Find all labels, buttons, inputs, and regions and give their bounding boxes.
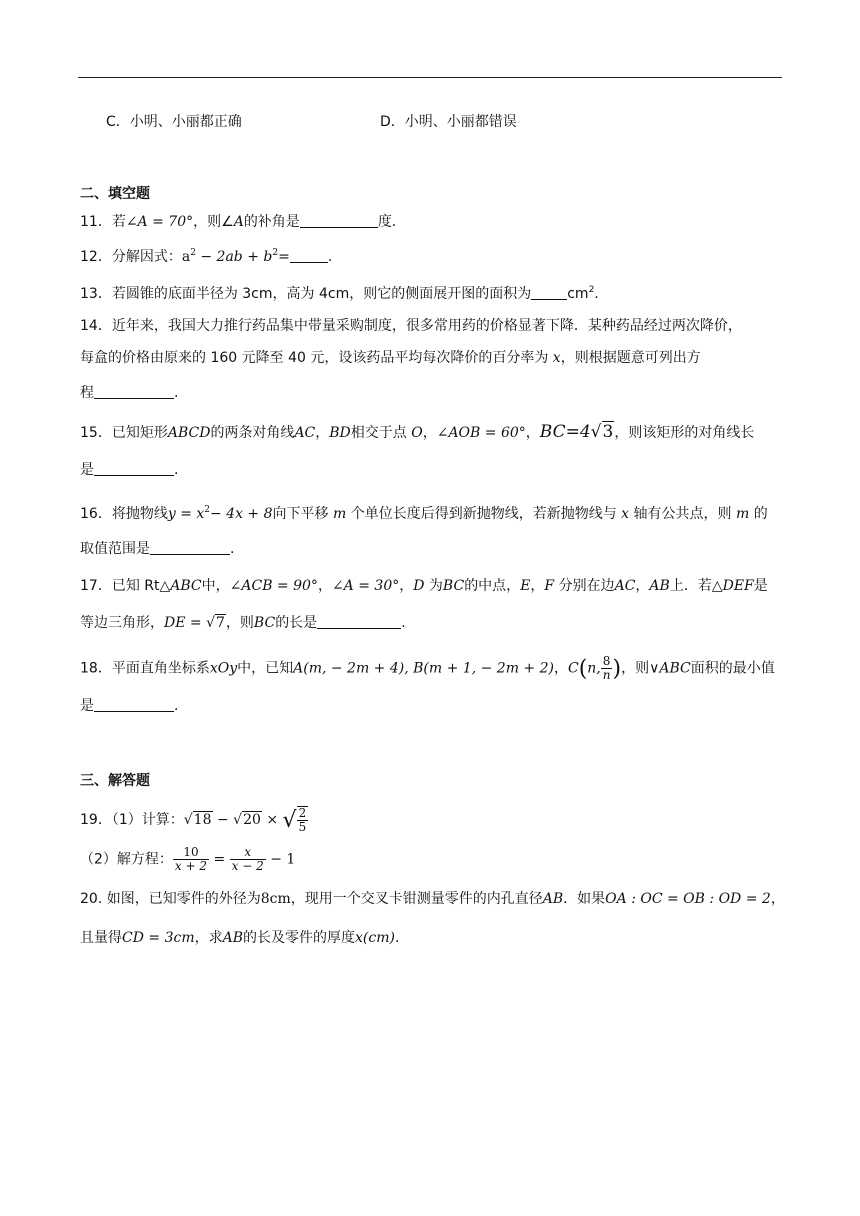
q20-text-4: 且量得 bbox=[80, 930, 122, 946]
q15-text-5: 是 bbox=[80, 462, 94, 478]
question-13 bbox=[80, 280, 599, 304]
q20-text: 如图，已知零件的外径为 bbox=[102, 891, 261, 907]
q20-comma: ， bbox=[770, 891, 785, 907]
q19-minus: − bbox=[212, 812, 234, 828]
q14-number: 14． bbox=[80, 318, 112, 334]
q20-ab-2: AB bbox=[222, 930, 243, 946]
q17-comma-2: ， bbox=[399, 578, 414, 594]
q18-c-n: n, bbox=[587, 660, 601, 677]
question-16-line-1: 16．将抛物线$y = x^2- 4x + 8$向下平移 m 个单位长度后得到新抛物线，若新抛物线与 x 轴有公共点，则 m 的 bbox=[80, 505, 768, 522]
question-19-part-2 bbox=[80, 846, 295, 873]
q18-points-ab: A(m, − 2m + 4), B(m + 1, − 2m + 2) bbox=[293, 660, 554, 677]
q13-answer-blank[interactable] bbox=[531, 285, 567, 300]
q15-text-2: 的两条对角线 bbox=[210, 425, 295, 441]
header-rule bbox=[78, 77, 782, 78]
q19-times: × bbox=[261, 812, 283, 828]
q20-cd: CD = 3cm bbox=[122, 930, 195, 946]
q15-bc: BC=4 bbox=[539, 422, 591, 442]
q16-text-5: 的 bbox=[749, 506, 768, 522]
q19-part2-label: （2）解方程： bbox=[80, 851, 173, 868]
q16-eq: y = x bbox=[167, 506, 205, 522]
option-c bbox=[106, 112, 242, 132]
question-14-line-2 bbox=[80, 348, 701, 368]
q15-abcd: ABCD bbox=[167, 425, 211, 441]
q13-unit: cm bbox=[567, 286, 589, 302]
q16-eq-2: − 4x + 8 bbox=[210, 506, 273, 522]
option-d-text: D．小明、小丽都错误 bbox=[380, 114, 517, 130]
q12-text: 分解因式： bbox=[111, 249, 182, 265]
q11-text-3: 的补角是 bbox=[243, 214, 300, 230]
q15-text: 已知矩形 bbox=[111, 425, 168, 441]
q19-number: 19． bbox=[80, 812, 112, 828]
question-18-line-2 bbox=[80, 696, 178, 716]
q15-comma: ， bbox=[315, 425, 330, 441]
q15-angle: ∠AOB = 60° bbox=[436, 425, 526, 441]
q17-answer-blank[interactable] bbox=[317, 614, 401, 629]
q18-c: C bbox=[567, 660, 579, 677]
q12-period: . bbox=[327, 249, 333, 265]
q17-f: F bbox=[544, 578, 555, 594]
q17-text-6: 上．若 bbox=[669, 578, 712, 594]
q15-comma-2: ， bbox=[422, 425, 437, 441]
q17-number: 17． bbox=[80, 578, 112, 594]
option-c-text: C．小明、小丽都正确 bbox=[106, 114, 242, 130]
q17-text-8: 等边三角形， bbox=[80, 615, 164, 631]
q20-period: . bbox=[394, 930, 400, 946]
question-11 bbox=[80, 212, 396, 232]
q18-xoy: xOy bbox=[209, 660, 238, 677]
q12-number: 12． bbox=[80, 249, 112, 265]
q16-text-3: 个单位长度后得到新抛物线，若新抛物线与 bbox=[346, 506, 622, 522]
q13-period: . bbox=[594, 286, 599, 302]
q11-expr: ∠A = 70° bbox=[125, 214, 194, 230]
q17-e: E bbox=[520, 578, 531, 594]
q17-ac: AC bbox=[614, 578, 636, 594]
q17-abc: ABC bbox=[170, 578, 202, 594]
q17-text-3: 为 bbox=[424, 578, 443, 594]
q18-frac-num: 8 bbox=[601, 655, 613, 669]
question-17-line-1 bbox=[80, 576, 768, 596]
q17-root: 7 bbox=[216, 615, 225, 631]
q19-part1-label: （1）计算： bbox=[111, 812, 184, 828]
q17-text-2: 中， bbox=[201, 578, 230, 594]
q19-root-2: 20 bbox=[243, 812, 261, 828]
q17-def: △DEF bbox=[711, 578, 754, 594]
q15-ac: AC bbox=[294, 425, 316, 441]
q11-answer-blank[interactable] bbox=[300, 213, 378, 228]
q17-comma: ， bbox=[317, 578, 332, 594]
question-12: 12．分解因式：$a^2 - 2ab + b^2=$ . bbox=[80, 248, 333, 265]
q12-equals: = bbox=[278, 249, 290, 265]
q15-number: 15． bbox=[80, 425, 112, 441]
q19-eq-frac2-den: x − 2 bbox=[231, 859, 264, 873]
q19-eq-frac1-den: x + 2 bbox=[174, 859, 208, 873]
question-20-line-2 bbox=[80, 928, 399, 948]
question-14-line-1 bbox=[80, 316, 742, 336]
q14-text-4: 程 bbox=[80, 385, 94, 401]
q16-x: x bbox=[621, 506, 630, 522]
q13-number: 13． bbox=[80, 286, 112, 302]
q12-expr: − 2ab + b bbox=[200, 249, 273, 265]
q14-period: . bbox=[174, 385, 179, 401]
q17-de: DE = bbox=[164, 615, 207, 631]
q15-text-3: 相交于点 bbox=[350, 425, 412, 441]
question-15-line-2 bbox=[80, 460, 178, 480]
question-20-line-1 bbox=[80, 889, 785, 909]
q11-text-2: ，则∠ bbox=[193, 214, 234, 230]
q14-text-2: 每盒的价格由原来的 160 元降至 40 元，设该药品平均每次降价的百分率为 bbox=[80, 350, 553, 366]
q15-bd: BD bbox=[329, 425, 351, 441]
q20-text-2: ，现用一个交叉卡钳测量零件的内孔直径 bbox=[290, 891, 543, 907]
q19-eq-frac1-num: 10 bbox=[173, 846, 209, 860]
q16-m: m bbox=[332, 506, 347, 522]
q18-text-2: 中，已知 bbox=[237, 660, 294, 677]
q17-text-4: 的中点， bbox=[464, 578, 521, 594]
q16-text-4: 轴有公共点，则 bbox=[629, 506, 736, 522]
q11-text-4: 度. bbox=[377, 214, 397, 230]
q14-text-3: ，则根据题意可列出方 bbox=[560, 350, 701, 366]
q17-comma-3: ， bbox=[530, 578, 545, 594]
q18-text-5: 是 bbox=[80, 698, 94, 714]
q18-text-3: ，则∨ bbox=[621, 660, 660, 677]
section-title-fill-blank: 二、填空题 bbox=[80, 186, 150, 202]
q19-equals: = bbox=[209, 851, 230, 868]
q18-abc: ABC bbox=[659, 660, 691, 677]
q12-expr-a: a bbox=[181, 249, 191, 265]
q19-frac-den: 5 bbox=[298, 820, 307, 834]
q11-var-a: A bbox=[233, 214, 244, 230]
q16-text-2: 向下平移 bbox=[272, 506, 333, 522]
section-title-solve: 三、解答题 bbox=[80, 773, 150, 789]
q19-root-1: 18 bbox=[193, 812, 212, 828]
question-18-line-1: 18．平面直角坐标系xOy中，已知A(m, − 2m + 4), B(m + 1, − 2m + 2)，C(n, $\frac{8}{n}$ )，则∨ABC面积的最小值 bbox=[80, 654, 775, 682]
q17-period: . bbox=[401, 615, 406, 631]
q20-outer-diameter: 8cm bbox=[260, 891, 291, 907]
q11-number: 11． bbox=[80, 214, 112, 230]
q19-frac-num: 2 bbox=[298, 806, 307, 820]
q19-eq-frac2-num: x bbox=[230, 846, 266, 860]
q19-minus-one: − 1 bbox=[265, 851, 296, 868]
q16-text: 将抛物线 bbox=[111, 506, 168, 522]
q18-frac-den: n bbox=[602, 668, 611, 682]
q15-period: . bbox=[174, 462, 179, 478]
q18-text-4: 面积的最小值 bbox=[690, 660, 775, 677]
q11-text: 若 bbox=[111, 214, 126, 230]
q20-text-6: 的长及零件的厚度 bbox=[243, 930, 355, 946]
q14-answer-blank[interactable] bbox=[94, 384, 174, 399]
q18-answer-blank[interactable] bbox=[94, 697, 174, 712]
q20-ab: AB bbox=[542, 891, 564, 907]
q18-text: 平面直角坐标系 bbox=[111, 660, 210, 677]
q17-ab: AB bbox=[649, 578, 670, 594]
q17-d: D bbox=[413, 578, 425, 594]
q17-text-9: ，则 bbox=[225, 615, 254, 631]
q15-o: O bbox=[411, 425, 423, 441]
question-16-line-2 bbox=[80, 539, 234, 559]
q16-period: . bbox=[230, 541, 235, 557]
question-17-line-2: 等边三角形，DE = √7，则BC的长是 . bbox=[80, 615, 406, 631]
question-15-line-1: 15．已知矩形ABCD的两条对角线AC，BD相交于点 O，∠AOB = 60°，BC=4√3，则该矩形的对角线长 bbox=[80, 422, 755, 442]
question-19-part-1: 19．（1）计算：√18 − √20 × √ $\frac{2}{5}$ bbox=[80, 806, 307, 834]
q15-text-4: ，则该矩形的对角线长 bbox=[614, 425, 755, 441]
q13-unit-sup: 2 bbox=[588, 285, 595, 295]
q14-var-x: x bbox=[552, 350, 561, 366]
q15-root: 3 bbox=[602, 422, 614, 442]
q17-bc: BC bbox=[442, 578, 465, 594]
question-14-line-3 bbox=[80, 383, 178, 403]
q17-text-5: 分别在边 bbox=[554, 578, 615, 594]
q14-text-1: 近年来，我国大力推行药品集中带量采购制度，很多常用药的价格显著下降．某种药品经过两次降价， bbox=[111, 318, 742, 334]
q17-text-10: 的长是 bbox=[275, 615, 318, 631]
q15-answer-blank[interactable] bbox=[94, 461, 174, 476]
q17-text: 已知 Rt△ bbox=[111, 578, 171, 594]
q15-comma-3: ， bbox=[525, 425, 540, 441]
q17-bc-2: BC bbox=[253, 615, 276, 631]
q20-ratio: OA : OC = OB : OD = 2 bbox=[605, 891, 771, 907]
q16-text-6: 取值范围是 bbox=[80, 541, 150, 557]
q17-text-7: 是 bbox=[753, 578, 768, 594]
q20-number: 20. bbox=[80, 891, 103, 907]
q17-acb: ∠ACB = 90° bbox=[229, 578, 318, 594]
q12-answer-blank[interactable] bbox=[290, 248, 328, 263]
q20-text-3: ．如果 bbox=[563, 891, 606, 907]
q20-text-5: ，求 bbox=[194, 930, 223, 946]
q17-comma-4: ， bbox=[635, 578, 650, 594]
q16-answer-blank[interactable] bbox=[150, 540, 230, 555]
q18-comma: ， bbox=[553, 660, 568, 677]
option-d bbox=[380, 112, 517, 132]
q16-m-2: m bbox=[735, 506, 750, 522]
q17-a30: ∠A = 30° bbox=[331, 578, 400, 594]
q18-period: . bbox=[174, 698, 179, 714]
q13-text: 若圆锥的底面半径为 3cm，高为 4cm，则它的侧面展开图的面积为 bbox=[111, 286, 532, 302]
q20-thickness: x(cm) bbox=[355, 930, 395, 946]
q16-number: 16． bbox=[80, 506, 112, 522]
q18-number: 18． bbox=[80, 660, 112, 677]
